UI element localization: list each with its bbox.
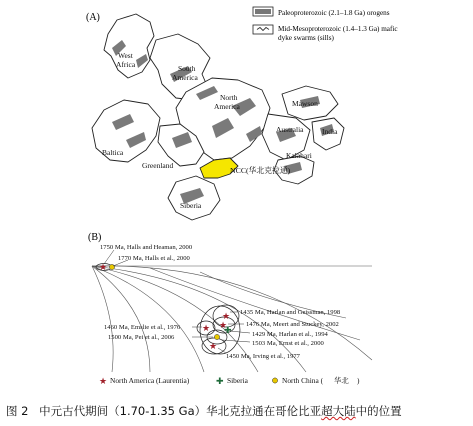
- caption-title-squiggle: 超大陆: [321, 404, 356, 418]
- pole-label-1503: 1503 Ma, Ernst et al., 2000: [252, 340, 324, 347]
- orogen-legend-fill: [255, 9, 271, 14]
- panel-a-legend: [253, 7, 398, 42]
- panel-b: [88, 232, 372, 386]
- pole-label-1500: 1500 Ma, Pei et al., 2006: [108, 334, 175, 341]
- label-west-africa-1: West: [118, 51, 133, 60]
- label-kalahari: Kalahari: [286, 151, 312, 160]
- legend-north-america-marker: ★: [99, 376, 108, 386]
- label-greenland: Greenland: [142, 161, 174, 170]
- net-arc-5: [92, 266, 113, 372]
- legend-siberia-label: Siberia: [227, 376, 248, 385]
- legend-north-china-marker: [272, 378, 277, 383]
- pole-marker-1450: ★: [209, 341, 218, 351]
- label-india: India: [322, 127, 338, 136]
- caption-title-end: 中的位置: [355, 404, 402, 418]
- dyke-legend-swatch: [253, 25, 273, 34]
- legend-north-china-close: ): [357, 376, 360, 385]
- pole-marker-1435: ★: [222, 311, 231, 321]
- label-ncc: NCC(华北克拉通): [230, 166, 291, 175]
- panel-b-label: (B): [88, 232, 102, 243]
- caption-title-main: 中元古代期间（1.70-1.35 Ga）华北克拉通在哥伦比亚: [39, 404, 322, 418]
- pole-marker-1476: ★: [219, 320, 228, 330]
- dyke-legend-label-line2: dyke swarms (sills): [278, 34, 334, 42]
- pole-marker-1429: ✚: [224, 325, 232, 335]
- net-arc-4: [92, 266, 150, 372]
- legend-north-america-label: North America (Laurentia): [110, 376, 190, 385]
- leader-1750: [104, 250, 114, 264]
- label-north-america-1: North: [220, 93, 238, 102]
- label-west-africa-2: Africa: [116, 60, 136, 69]
- label-south-america-1: South: [178, 64, 196, 73]
- pole-label-1460: 1460 Ma, Emslie et al., 1976: [104, 324, 181, 331]
- pole-marker-1770: [109, 264, 114, 269]
- panel-a-label: (A): [86, 12, 100, 23]
- caption-label: 图 2: [6, 404, 29, 418]
- legend-siberia-marker: ✚: [216, 376, 224, 386]
- orogen-legend-label: Paleoproterozoic (2.1–1.8 Ga) orogens: [278, 9, 390, 17]
- panel-b-legend: [99, 376, 360, 386]
- dyke-legend-label-line1: Mid-Mesoproterozoic (1.4–1.3 Ga) mafic: [278, 25, 398, 33]
- panel-a: [86, 7, 398, 220]
- pole-label-1476: 1476 Ma, Meert and Stuckey, 2002: [246, 321, 339, 328]
- legend-north-china-label: North China (: [282, 376, 324, 385]
- label-baltica: Baltica: [102, 148, 124, 157]
- pole-marker-1460: ★: [202, 323, 211, 333]
- label-south-america-2: America: [172, 73, 198, 82]
- figure-caption: [6, 403, 468, 421]
- pole-labels: [100, 244, 341, 360]
- pole-label-1450: 1450 Ma, Irving et al., 1977: [226, 353, 300, 360]
- pole-marker-1500: [214, 334, 219, 339]
- pole-label-1435: 1435 Ma, Harlan and Geissman, 1998: [240, 309, 341, 316]
- pole-label-1750: 1750 Ma, Halls and Heaman, 2000: [100, 244, 193, 251]
- pole-label-1770: 1770 Ma, Halls et al., 2000: [118, 255, 190, 262]
- label-siberia: Siberia: [180, 201, 202, 210]
- legend-north-china-cn: 华北: [334, 376, 349, 385]
- pole-label-1429: 1429 Ma, Harlan et al., 1994: [252, 331, 328, 338]
- label-north-america-2: America: [214, 102, 240, 111]
- label-mawson: Mawson: [292, 99, 318, 108]
- pole-marker-1750: ★: [99, 262, 108, 272]
- label-australia: Australia: [276, 125, 304, 134]
